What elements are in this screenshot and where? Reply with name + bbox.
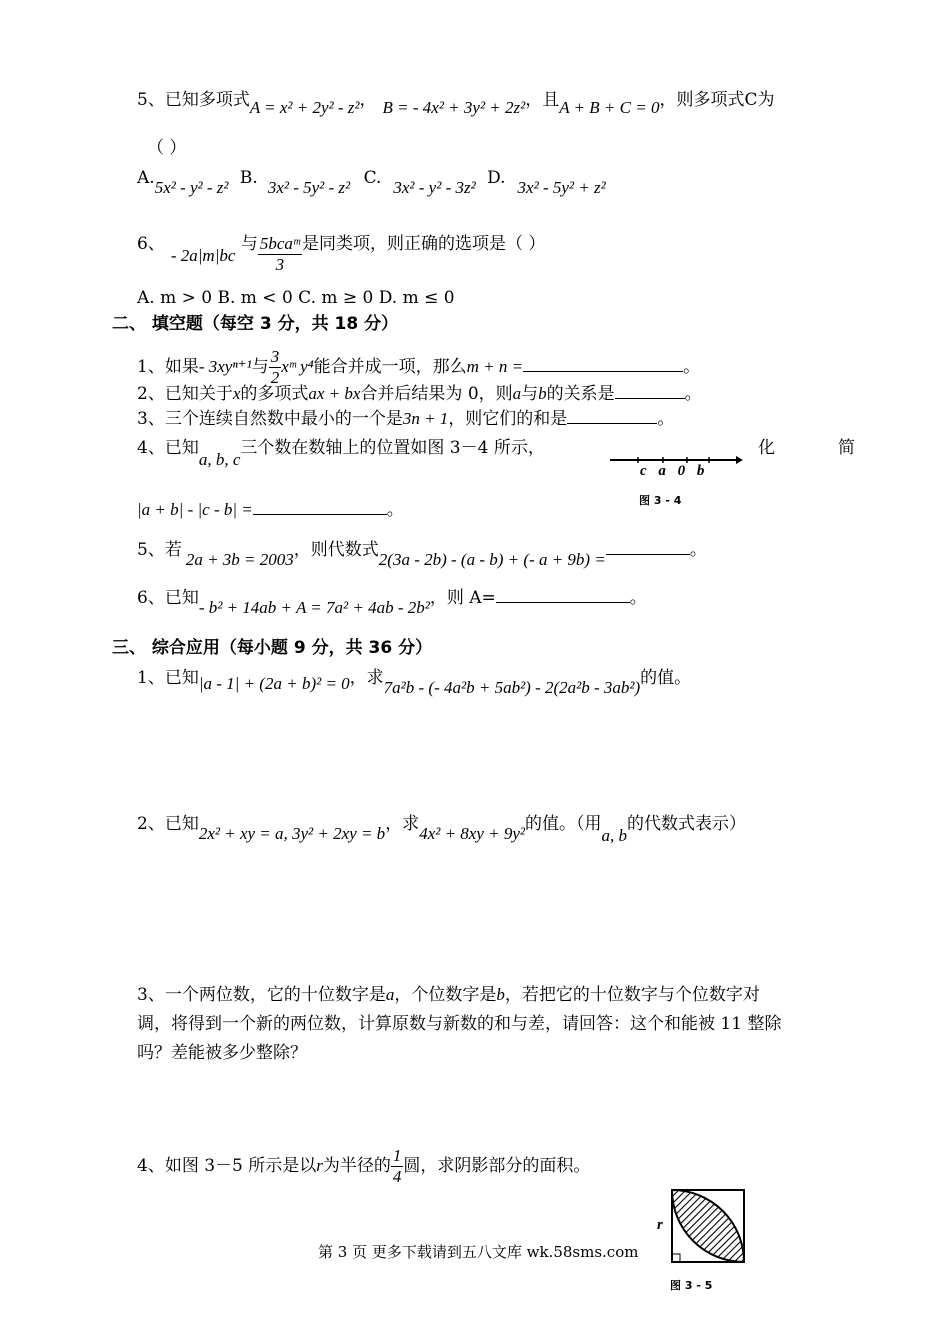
fill-2-e: 的关系是 (546, 384, 615, 404)
fill-4-a: 4、已知 (137, 438, 199, 458)
fill-2-a: 2、已知关于 (137, 384, 233, 404)
fill-4-vars: a, b, c (198, 450, 241, 469)
comp-2-vars: a, b (601, 826, 628, 845)
fill-2-d: 与 (521, 384, 539, 404)
comp-2-a: 2、已知 (137, 814, 199, 834)
q6-options: A. m > 0 B. m < 0 C. m ≥ 0 D. m ≤ 0 (137, 288, 455, 308)
comp-4 (137, 1146, 590, 1187)
comp-2-d: 的代数式表示） (627, 814, 747, 834)
q5-line (137, 88, 775, 117)
fill-1-a: 1、如果 (137, 357, 199, 377)
fill-1-term1: - 3xyⁿ⁺¹ (198, 357, 252, 376)
fill-3-a: 3、三个连续自然数中最小的一个是 (137, 409, 403, 429)
q5-comma: ， (359, 90, 377, 110)
q5-and: ，且 (525, 90, 560, 110)
fill-6-end: 。 (629, 588, 647, 608)
fill-4-expr-line (137, 498, 404, 522)
fill-3-expr: 3n + 1 (402, 409, 449, 428)
fill-4-hua: 化 (758, 438, 775, 458)
figure-3-5-caption: 图 3 - 5 (670, 1279, 713, 1292)
fill-6-a: 6、已知 (137, 588, 199, 608)
fill-5-blank[interactable] (606, 540, 690, 555)
fill-5-a: 5、若 (137, 540, 182, 560)
fill-3-end: 。 (657, 409, 675, 429)
comp-4-r: r (316, 1156, 323, 1175)
fill-1-with: 与 (251, 357, 269, 377)
q6-frac-num: 5bcaᵐ (259, 234, 300, 253)
q5-ask: ，则多项式C为 (659, 90, 775, 110)
number-line-labels: c a 0 b (640, 463, 709, 479)
fill-3-b: ，则它们的和是 (448, 409, 568, 429)
q5-intro: 5、已知多项式 (137, 90, 250, 110)
comp-1-expr: 7a²b - (- 4a²b + 5ab²) - 2(2a²b - 3ab²) (383, 678, 641, 697)
fill-3 (137, 407, 674, 431)
comp-4-num: 1 (392, 1146, 402, 1165)
number-line-arrow (736, 456, 743, 464)
q6-with: 与 (240, 234, 258, 254)
fill-2-vb: b (538, 384, 547, 403)
fill-5-expr: 2(3a - 2b) - (a - b) + (- a + 9b) = (378, 550, 606, 569)
comp-1-b: ，求 (349, 668, 384, 688)
q5-poly-b: B = - 4x² + 3y² + 2z² (382, 98, 526, 117)
q6-frac-den: 3 (275, 255, 285, 274)
comp-2 (137, 812, 747, 845)
comp-2-cond: 2x² + xy = a, 3y² + 2xy = b (198, 824, 386, 843)
fill-5 (137, 538, 707, 569)
fill-2-blank[interactable] (615, 384, 685, 399)
fill-4-b: 三个数在数轴上的位置如图 3－4 所示， (240, 438, 545, 458)
comp-2-expr: 4x² + 8xy + 9y² (419, 824, 526, 843)
fill-2-expr: ax + bx (308, 384, 361, 403)
q5-options (137, 166, 606, 197)
page-footer: 第 3 页 更多下载请到五八文库 wk.58sms.com (318, 1243, 639, 1261)
fill-6 (137, 586, 647, 617)
comp-3-vb: b (496, 985, 505, 1004)
q5-opt-a: 5x² - y² - z² (154, 178, 229, 197)
fill-4-jian: 简 (838, 438, 855, 458)
fill-4-blank[interactable] (253, 500, 387, 515)
figure-3-4-caption: 图 3 - 4 (639, 494, 682, 507)
comp-3-va: a (385, 985, 395, 1004)
fill-4-end: 。 (386, 500, 404, 520)
fill-1-expr: m + n = (466, 357, 524, 376)
comp-4-c: 圆，求阴影部分的面积。 (403, 1156, 591, 1176)
q5-opt-c-label: C. (363, 168, 382, 188)
q5-opt-d: 3x² - 5y² + z² (517, 178, 606, 197)
shaded-region (672, 1190, 744, 1262)
fill-1-end: 。 (683, 357, 701, 377)
section-2-title: 二、 填空题（每空 3 分，共 18 分） (112, 314, 399, 334)
q6-intro: 6、 (137, 234, 165, 254)
comp-4-b: 为半径的 (322, 1156, 391, 1176)
comp-2-c: 的值。（用 (525, 814, 602, 834)
comp-2-b: ，求 (385, 814, 420, 834)
q5-opt-b: 3x² - 5y² - z² (267, 178, 351, 197)
quarter-circle-figure (668, 1186, 750, 1266)
q5-poly-a: A = x² + 2y² - z² (249, 98, 360, 117)
comp-3-b: ，个位数字是 (394, 985, 497, 1005)
fill-2-c: 合并后结果为 0，则 (360, 384, 513, 404)
q6-line (137, 224, 546, 274)
fill-5-end: 。 (689, 540, 707, 560)
fill-2-end: 。 (684, 384, 702, 404)
q5-opt-c: 3x² - y² - 3z² (393, 178, 476, 197)
q5-cond: A + B + C = 0 (559, 98, 660, 117)
fill-1-num: 3 (270, 347, 280, 366)
fill-6-expr: - b² + 14ab + A = 7a² + 4ab - 2b² (198, 598, 430, 617)
comp-1 (137, 666, 692, 697)
fill-2-b: 的多项式 (240, 384, 309, 404)
section-3-title: 三、 综合应用（每小题 9 分，共 36 分） (112, 638, 433, 658)
comp-1-cond: |a - 1| + (2a + b)² = 0 (198, 674, 350, 693)
fill-5-b: ，则代数式 (293, 540, 379, 560)
comp-3-line2: 调，将得到一个新的两位数，计算原数与新数的和与差，请回答：这个和能被 11 整除 (137, 1014, 782, 1034)
fill-2-x: x (232, 384, 241, 403)
fill-2 (137, 382, 702, 406)
q5-opt-a-label: A. (137, 168, 155, 188)
fill-1-den: 2 (270, 368, 280, 387)
q5-paren: （ ） (147, 138, 187, 158)
fill-3-blank[interactable] (567, 409, 657, 424)
fill-4 (137, 436, 545, 469)
comp-4-den: 4 (392, 1167, 402, 1186)
figure-3-5-radius-label: r (657, 1217, 663, 1233)
fill-5-cond: 2a + 3b = 2003 (185, 550, 294, 569)
fill-6-b: ，则 A= (429, 588, 496, 608)
comp-1-c: 的值。 (640, 668, 692, 688)
fill-6-blank[interactable] (496, 588, 630, 603)
q6-term1: - 2a|m|bc (170, 246, 236, 265)
comp-3-line3: 吗？差能被多少整除？ (137, 1043, 307, 1063)
comp-1-a: 1、已知 (137, 668, 199, 688)
fill-1-term2: xᵐ y⁴ (281, 357, 314, 376)
fill-4-expr: |a + b| - |c - b| = (137, 500, 253, 519)
comp-4-a: 4、如图 3－5 所示是以 (137, 1156, 317, 1176)
comp-3-line1 (137, 983, 760, 1007)
q6-fraction (258, 234, 302, 275)
q6-ask: 是同类项，则正确的选项是（ ） (301, 234, 546, 254)
fill-2-va: a (512, 384, 522, 403)
comp-3-c: ，若把它的十位数字与个位数字对 (504, 985, 760, 1005)
fill-1-blank[interactable] (523, 357, 683, 372)
fill-1-b: 能合并成一项，那么 (313, 357, 467, 377)
comp-4-fraction (391, 1146, 404, 1187)
comp-3-a: 3、一个两位数，它的十位数字是 (137, 985, 386, 1005)
q5-opt-d-label: D. (487, 168, 506, 188)
right-angle-mark (672, 1254, 680, 1262)
q5-opt-b-label: B. (239, 168, 258, 188)
